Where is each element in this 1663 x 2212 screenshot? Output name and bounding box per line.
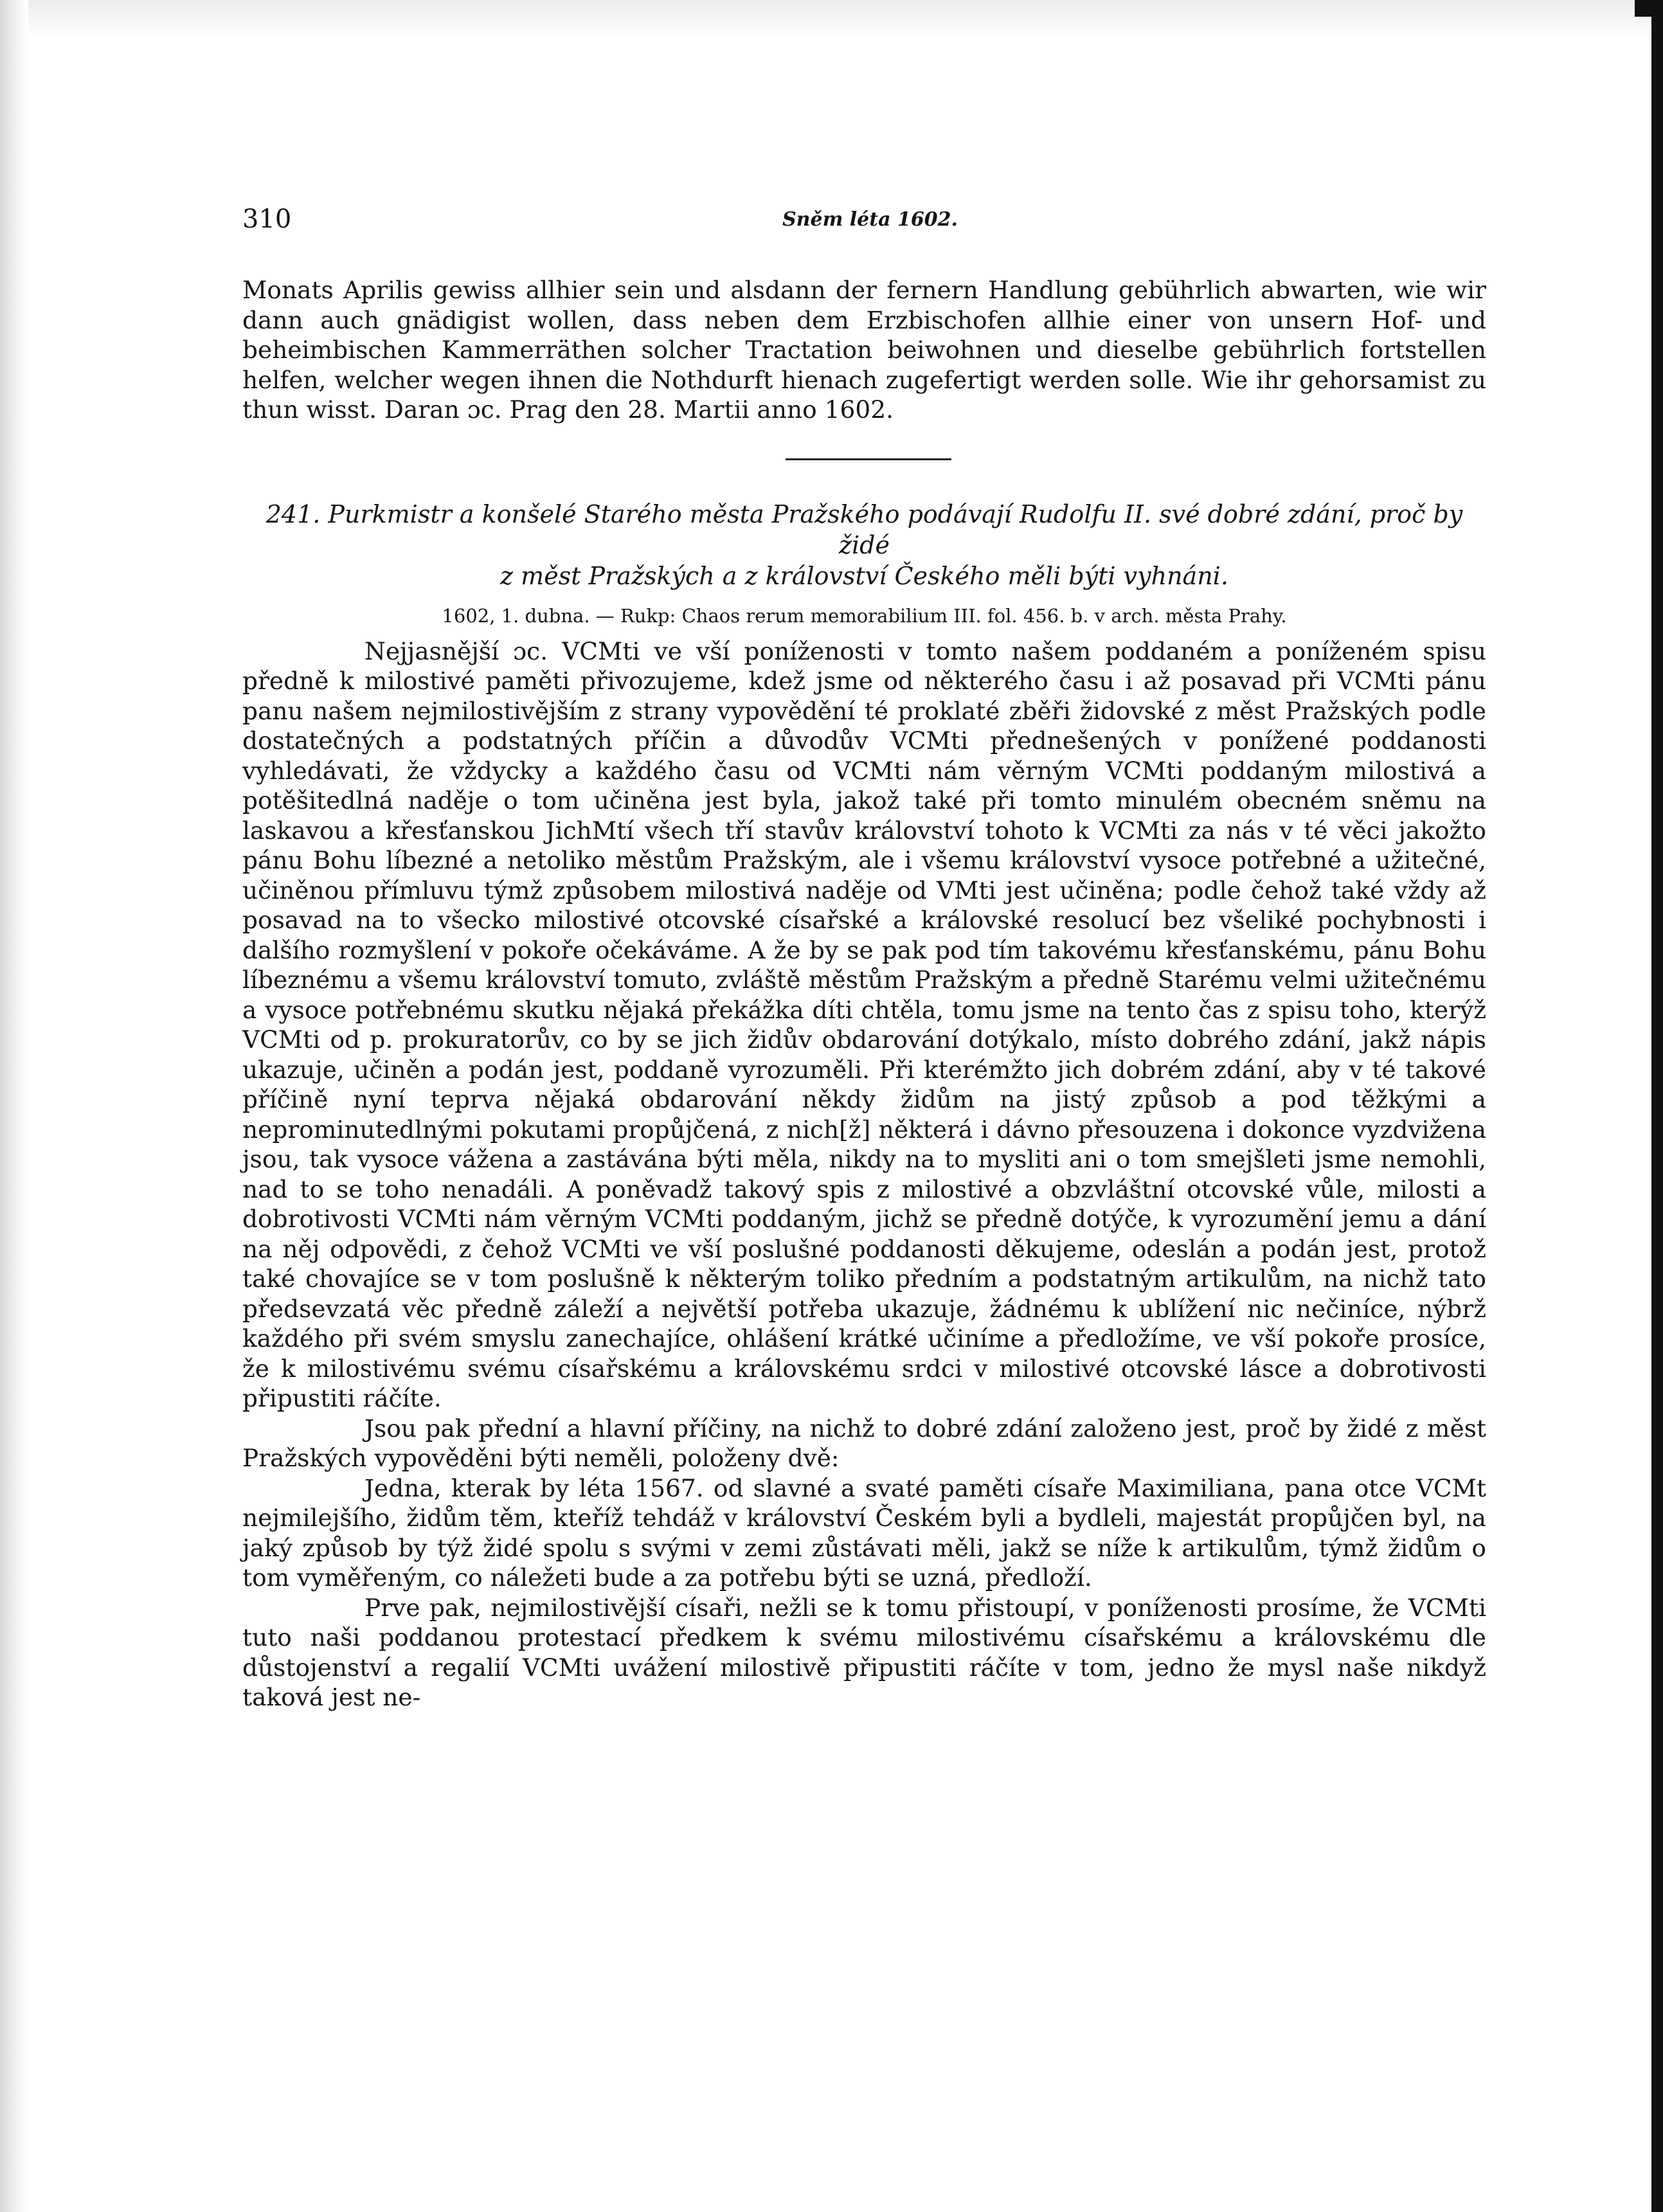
running-header: [242, 204, 1486, 237]
running-title: Sněm léta 1602.: [782, 208, 958, 231]
page-number: 310: [242, 204, 292, 234]
book-page: [242, 204, 1486, 1713]
intro-paragraph: Monats Aprilis gewiss allhier sein und alsdann der fernern Handlung gebührlich abwarten, wie wir dann auch gnädigist wollen, dass neben dem Erzbischofen allhie einer von unsern Hof- und beheimbischen Kammerräthen solcher Tractation beiwohnen und dieselbe gebührlich fortstellen helfen, welcher wegen ihnen die Nothdurft hienach zugefertigt werden solle. Wie ihr gehorsamist zu thun wisst. Daran ɔc. Prag den 28. Martii anno 1602.: [242, 276, 1486, 424]
scan-left-edge: [0, 0, 28, 2212]
scan-right-border: [1651, 0, 1663, 2212]
section-divider: [786, 458, 951, 460]
document-source-note: 1602, 1. dubna. — Rukp: Chaos rerum memorabilium III. fol. 456. b. v arch. města Prahy.: [442, 604, 1287, 627]
paragraph-protestation: Prve pak, nejmilostivější císaři, nežli se k tomu přistoupí, v poníženosti prosíme, že VCMti tuto naši poddanou protestací předkem k svému milostivému císařskému a královskému dle důstojenství a regalií VCMti uvážení milostivě připustiti ráčíte v tom, jedno že mysl naše nikdyž taková jest ne-: [242, 1593, 1486, 1711]
document-heading-line-1: 241. Purkmistr a konšelé Starého města Pražského podávají Rudolfu II. své dobré zdání, proč by židé: [265, 499, 1463, 559]
scan-top-edge: [0, 0, 1663, 39]
paragraph-first-reason: Jedna, kterak by léta 1567. od slavné a svaté paměti císaře Maximiliana, pana otce VCMt nejmilejšího, židům těm, kteříž tehdáž v království Českém byli a bydleli, majestát propůjčen byl, na jaký způsob by týž židé spolu s svými v zemi zůstávati měli, jakž se níže k artikulům, týmž židům o tom vyměřeným, co náležeti bude a za potřebu býti se uzná, předloží.: [242, 1473, 1486, 1592]
paragraph-reasons: Jsou pak přední a hlavní příčiny, na nichž to dobré zdání založeno jest, proč by židé z měst Pražských vypověděni býti neměli, položeny dvě:: [242, 1414, 1486, 1472]
document-heading-line-2: z měst Pražských a z království Českého měli býti vyhnáni.: [500, 561, 1228, 590]
scan-corner-mark: [1635, 0, 1651, 17]
paragraph-petition: Nejjasnější ɔc. VCMti ve vší poníženosti v tomto našem poddaném a poníženém spisu předně k milostivé paměti přivozujeme, kdež jsme od některého času i až posavad při VCMti pánu panu našem nejmilostivějším z strany vypovědění té proklaté zběři židovské z měst Pražských podle dostatečných a podstatných příčin a důvodův VCMti přednešených v ponížené poddanosti vyhledávati, že vždycky a každého času od VCMti nám věrným VCMti poddaným milostivá a potěšitedlná naděje o tom učiněna jest byla, jakož také při tomto minulém obecném sněmu na laskavou a křesťanskou JichMtí všech tří stavův království tohoto k VCMti za nás v té věci jakožto pánu Bohu líbezné a netoliko městům Pražským, ale i všemu království vysoce potřebné a užitečné, učiněnou přímluvu týmž způsobem milostivá naděje od VMti jest učiněna; podle čehož také vždy až posavad na to všecko milostivé otcovské císařské a královské resolucí bez všeliké pochybnosti i dalšího rozmyšlení v pokoře očekáváme. A že by se pak pod tím takovému křesťanskému, pánu Bohu líbeznému a všemu království tomuto, zvláště městům Pražským a předně Starému velmi užitečnému a vysoce potřebnému skutku nějaká překážka díti chtěla, tomu jsme na tento čas z spisu toho, kterýž VCMti od p. prokuratorův, co by se jich židův obdarování dotýkalo, místo dobrého zdání, jakž nápis ukazuje, učiněn a podán jest, poddaně vyrozuměli. Při kterémžto jich dobrém zdání, aby v té takové příčině nyní teprva nějaká obdarování někdy židům na jistý způsob a pod těžkými a neprominutedlnými pokutami propůjčená, z nich[ž] některá i dávno přesouzena i dokonce vyzdvižena jsou, tak vysoce vážena a zastávána býti měla, nikdy na to mysliti ani o tom smejšleti jsme nemohli, nad to se toho nenadáli. A poněvadž takový spis z milostivé a obzvláštní otcovské vůle, milosti a dobrotivosti VCMti nám věrným VCMti poddaným, jichž se předně dotýče, k vyrozumění jemu a dání na něj odpovědi, z čehož VCMti ve vší poslušné poddanosti děkujeme, odeslán a podán jest, protož také chovajíce se v tom poslušně k některým toliko předním a podstatným artikulům, na nichž tato předsevzatá věc předně záleží a největší potřeba ukazuje, žádnému k ublížení nic nečiníce, nýbrž každého při svém smyslu zanechajíce, ohlášení krátké učiníme a předložíme, ve vší pokoře prosíce, že k milostivému svému císařskému a královskému srdci v milostivé otcovské lásce a dobrotivosti připustiti ráčíte.: [242, 636, 1486, 1412]
document-heading: [242, 499, 1486, 591]
